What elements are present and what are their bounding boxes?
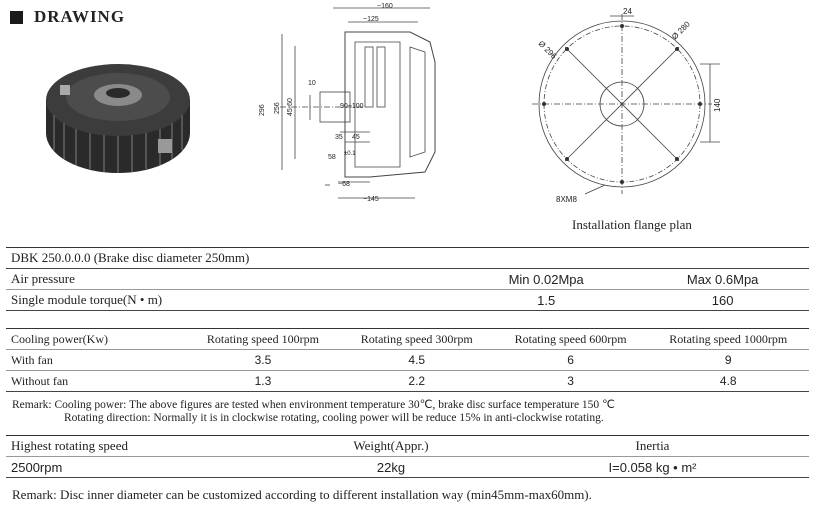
remark-rotation: Rotating direction: Normally it is in clockwise rotating, cooling power will be reduce 15% in anti-clockwise rotating. bbox=[64, 412, 604, 424]
perf-header: Highest rotating speed bbox=[11, 438, 128, 453]
perf-value: 22kg bbox=[376, 459, 406, 475]
cooling-cell: 6 bbox=[567, 353, 574, 367]
flange-caption: Installation flange plan bbox=[572, 217, 692, 232]
perf-value: 2500rpm bbox=[11, 459, 63, 475]
spec-max: Max 0.6Mpa bbox=[686, 271, 759, 287]
cooling-cell: 3.5 bbox=[254, 353, 272, 367]
cooling-header: Rotating speed 1000rpm bbox=[669, 331, 788, 346]
performance-table bbox=[6, 435, 809, 478]
dim-125: ~125 bbox=[363, 16, 379, 23]
dim-296-flange: Ø 296 bbox=[536, 39, 559, 61]
dim-10: 10 bbox=[308, 80, 316, 87]
cooling-cell: 1.3 bbox=[254, 374, 272, 388]
header-square bbox=[10, 11, 23, 24]
perf-value: I=0.058 kg • m² bbox=[608, 459, 697, 475]
cooling-cell: 9 bbox=[724, 353, 732, 367]
dim-tolerance: ±0.1 bbox=[344, 151, 356, 157]
cooling-table bbox=[6, 328, 809, 392]
cooling-header: Cooling power(Kw) bbox=[11, 331, 108, 346]
cooling-cell: 2.2 bbox=[408, 374, 426, 388]
dim-280: Ø 280 bbox=[670, 19, 692, 42]
dim-160: ~160 bbox=[377, 3, 393, 10]
section-drawing bbox=[250, 2, 475, 202]
cooling-header: Rotating speed 600rpm bbox=[514, 331, 627, 346]
cooling-header: Rotating speed 100rpm bbox=[206, 331, 319, 346]
dim-296: 296 bbox=[259, 104, 266, 116]
dim-45: 45 bbox=[352, 134, 360, 141]
cooling-cell: 4.8 bbox=[719, 374, 737, 388]
spec-min: 1.5 bbox=[537, 292, 556, 308]
remark-cooling: Remark: Cooling power: The above figures are tested when environment temperature 30℃, brake disc surface temperature 150 ℃ bbox=[12, 399, 615, 411]
dim-24: 24 bbox=[623, 7, 632, 16]
bolt-spec: 8XM8 bbox=[556, 195, 577, 204]
spec-max: 160 bbox=[711, 292, 734, 308]
dim-90-100: 90~100 bbox=[340, 103, 364, 110]
dim-145: ~145 bbox=[363, 196, 379, 202]
model-title: DBK 250.0.0.0 (Brake disc diameter 250mm) bbox=[6, 248, 809, 269]
remark-diameter: Remark: Disc inner diameter can be customized according to different installation way (min45mm-max60mm). bbox=[12, 487, 592, 502]
cooling-header: Rotating speed 300rpm bbox=[360, 331, 473, 346]
perf-header: Weight(Appr.) bbox=[353, 438, 429, 453]
dim-68: ~68 bbox=[338, 181, 350, 188]
cooling-row-label: With fan bbox=[11, 352, 53, 367]
dim-45-60: 45-60 bbox=[287, 98, 294, 116]
cooling-cell: 3 bbox=[567, 374, 574, 388]
dim-35: 35 bbox=[335, 134, 343, 141]
spec-label: Single module torque(N • m) bbox=[11, 292, 163, 307]
flange-plan-drawing bbox=[530, 2, 740, 212]
dim-256: 256 bbox=[274, 102, 281, 114]
product-photo bbox=[40, 55, 195, 180]
cooling-row-label: Without fan bbox=[11, 373, 69, 388]
spec-min: Min 0.02Mpa bbox=[508, 271, 584, 287]
perf-header: Inertia bbox=[635, 438, 670, 453]
cooling-cell: 4.5 bbox=[408, 353, 426, 367]
page-title: DRAWING bbox=[34, 7, 126, 26]
dim-140: 140 bbox=[713, 98, 722, 112]
spec-label: Air pressure bbox=[11, 271, 75, 286]
spec-table bbox=[6, 247, 809, 311]
dim-58: 58 bbox=[328, 154, 336, 161]
